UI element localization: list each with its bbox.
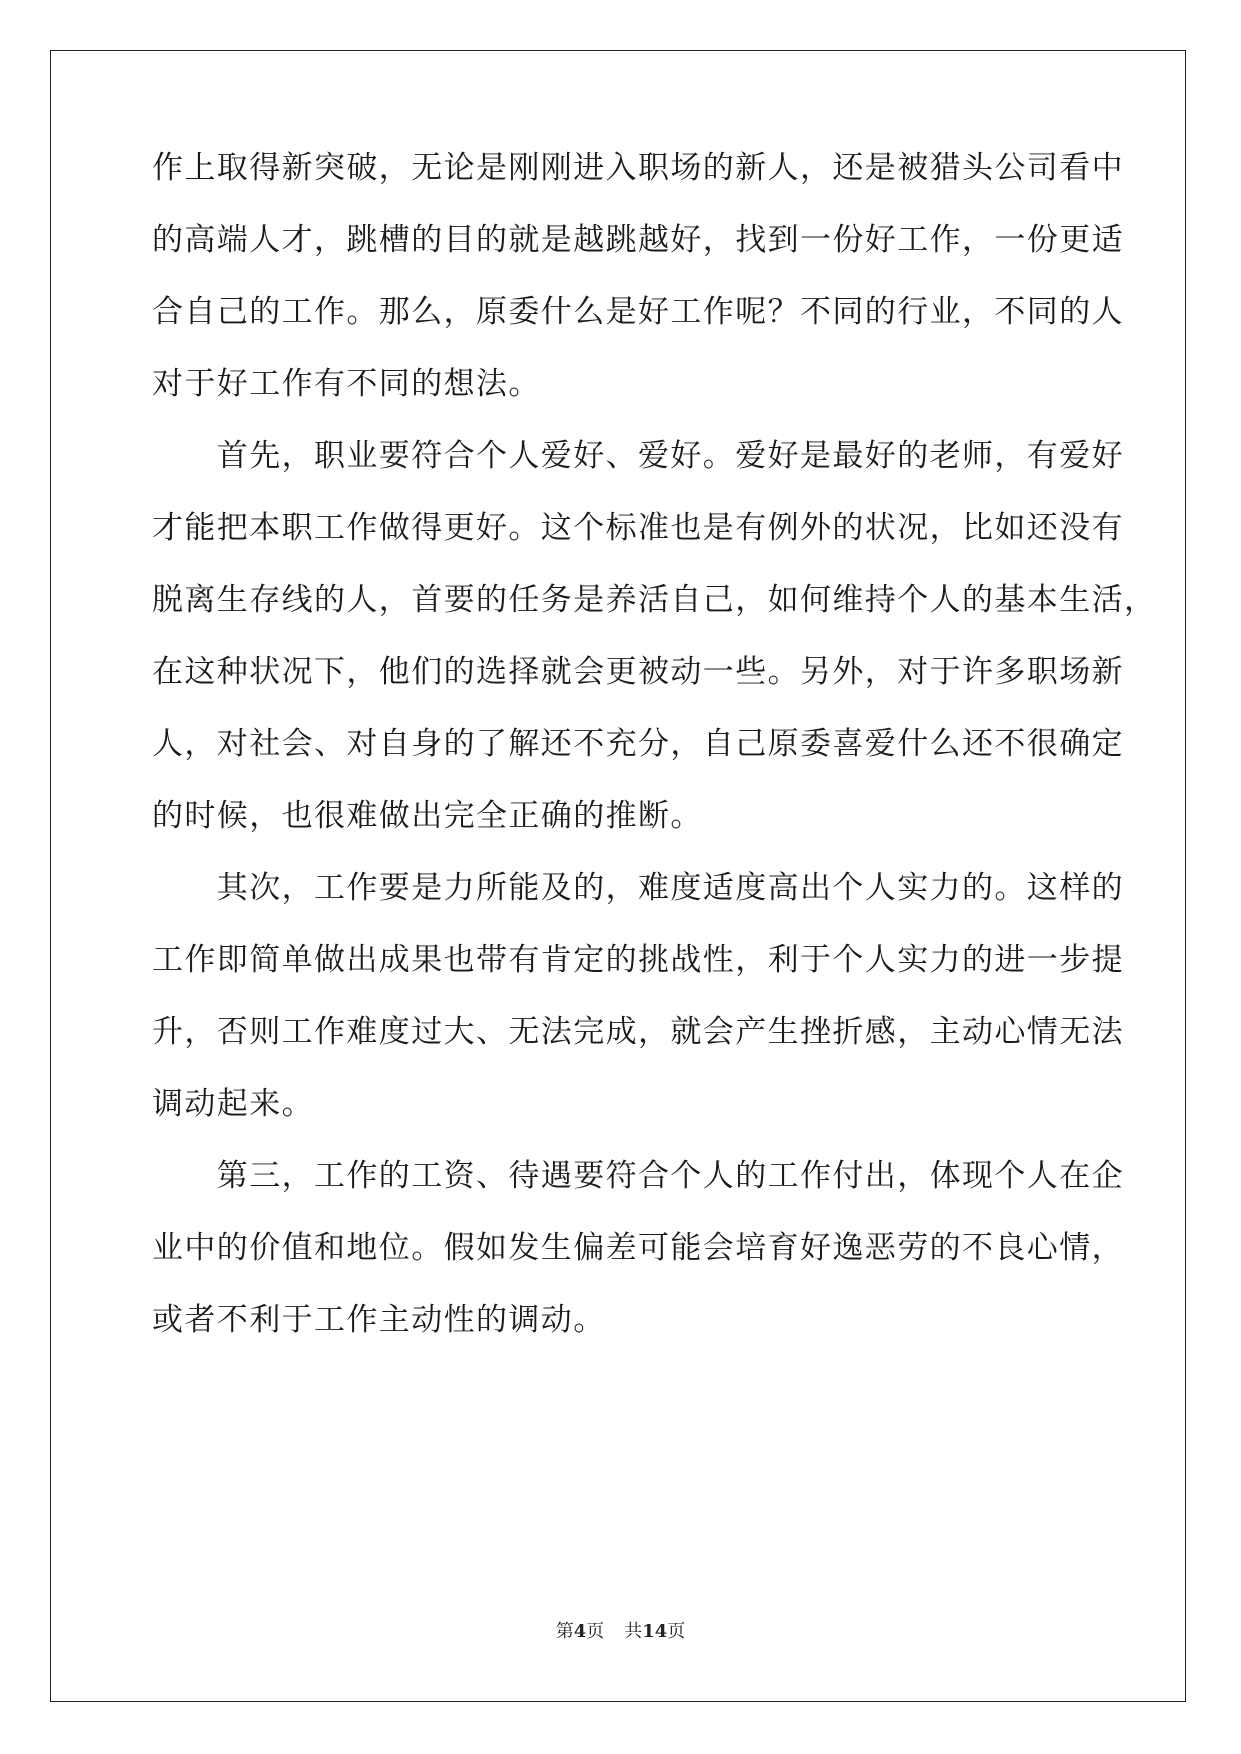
text-line: 第三，工作的工资、待遇要符合个人的工作付出，体现个人在企 [152,1158,1124,1194]
total-pages: 14 [642,1621,668,1642]
text-line: 调动起来。 [152,1086,314,1122]
page-total [624,1621,685,1642]
text-line: 的时候，也很难做出完全正确的推断。 [152,798,703,834]
text-line: 升，否则工作难度过大、无法完成，就会产生挫折感，主动心情无法 [152,1014,1124,1050]
page-footer [0,1620,1241,1644]
text-line: 合自己的工作。那么，原委什么是好工作呢？不同的行业，不同的人 [152,294,1124,330]
text-line: 其次，工作要是力所能及的，难度适度高出个人实力的。这样的 [152,870,1124,906]
text-line: 对于好工作有不同的想法。 [152,366,541,402]
current-page: 4 [573,1621,587,1642]
page-prefix: 第 [555,1621,574,1642]
text-line: 脱离生存线的人，首要的任务是养活自己，如何维持个人的基本生活， [152,582,1157,618]
text-line: 首先，职业要符合个人爱好、爱好。爱好是最好的老师，有爱好 [152,438,1124,474]
total-suffix: 页 [667,1621,686,1642]
text-line: 在这种状况下，他们的选择就会更被动一些。另外，对于许多职场新 [152,654,1124,690]
total-prefix: 共 [624,1621,643,1642]
text-line: 业中的价值和地位。假如发生偏差可能会培育好逸恶劳的不良心情， [152,1230,1124,1266]
text-line: 人，对社会、对自身的了解还不充分，自己原委喜爱什么还不很确定 [152,726,1124,762]
text-line: 或者不利于工作主动性的调动。 [152,1302,606,1338]
text-line: 的高端人才，跳槽的目的就是越跳越好，找到一份好工作，一份更适 [152,222,1124,258]
text-line: 作上取得新突破，无论是刚刚进入职场的新人，还是被猎头公司看中 [152,150,1124,186]
text-line: 才能把本职工作做得更好。这个标准也是有例外的状况，比如还没有 [152,510,1124,546]
page-number [556,1621,605,1642]
page-suffix: 页 [586,1621,605,1642]
text-line: 工作即简单做出成果也带有肯定的挑战性，利于个人实力的进一步提 [152,942,1124,978]
